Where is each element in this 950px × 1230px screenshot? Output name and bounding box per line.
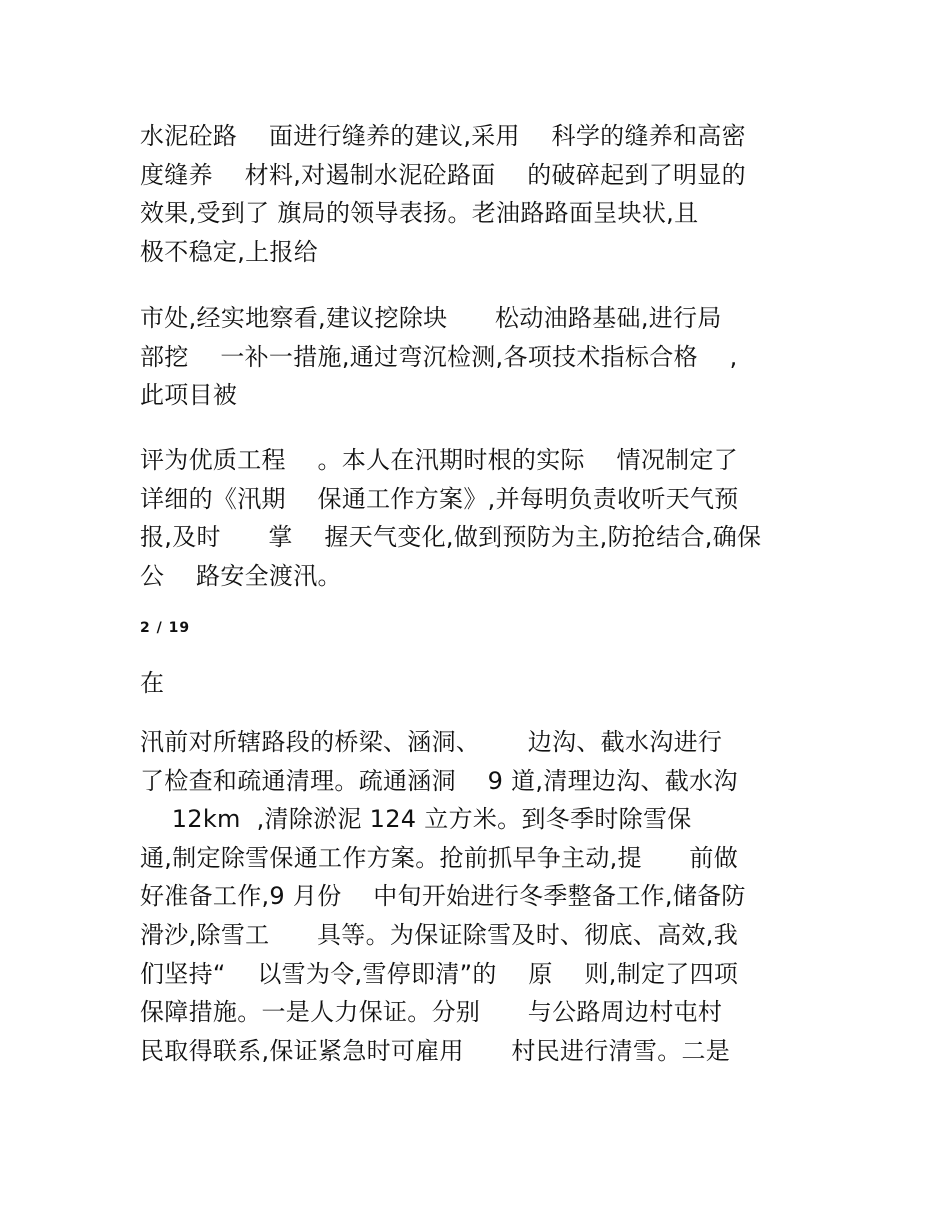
text-line: 汛前对所辖路段的桥梁、涵洞、 边沟、截水沟进行 — [140, 728, 723, 756]
text-line: 民取得联系,保证紧急时可雇用 村民进行清雪。二是 — [140, 1036, 731, 1065]
text-line: 12km ,清除淤泥 124 立方米。到冬季时除雪保 — [140, 805, 692, 834]
page-number: 2 / 19 — [140, 620, 191, 636]
text-line: 效果,受到了 旗局的领导表扬。老油路路面呈块状,且 — [140, 199, 699, 228]
text-line: 评为优质工程 。本人在汛期时根的实际 情况制定了 — [140, 446, 739, 474]
text-line: 此项目被 — [140, 381, 238, 410]
text-line: 通,制定除雪保通工作方案。抢前抓早争主动,提 前做 — [140, 843, 739, 872]
text-line: 了检查和疏通清理。疏通涵洞 9 道,清理边沟、截水沟 — [140, 766, 738, 795]
text-line: 们坚持“ 以雪为令,雪停即清”的 原 则,制定了四项 — [140, 959, 739, 988]
text-line: 极不稳定,上报给 — [140, 237, 319, 266]
text-line: 度缝养 材料,对遏制水泥砼路面 的破碎起到了明显的 — [140, 160, 746, 189]
text-line: 详细的《汛期 保通工作方案》,并每明负责收听天气预 — [140, 484, 739, 513]
paragraph-5 — [140, 723, 746, 1070]
text-line: 在 — [140, 669, 165, 697]
text-line: 保障措施。一是人力保证。分别 与公路周边村屯村 — [140, 998, 723, 1027]
paragraph-3 — [140, 441, 761, 595]
paragraph-1 — [140, 117, 746, 271]
text-line: 滑沙,除雪工 具等。为保证除雪及时、彻底、高效,我 — [140, 920, 739, 949]
text-line: 报,及时 掌 握天气变化,做到预防为主,防抢结合,确保 — [140, 523, 762, 552]
paragraph-4 — [140, 664, 164, 703]
text-line: 市处,经实地察看,建议挖除块 松动油路基础,进行局 — [140, 304, 722, 332]
text-line: 好准备工作,9 月份 中旬开始进行冬季整备工作,储备防 — [140, 882, 746, 911]
text-line: 公 路安全渡汛。 — [140, 561, 342, 590]
paragraph-2 — [140, 299, 738, 415]
text-line: 水泥砼路 面进行缝养的建议,采用 科学的缝养和高密 — [140, 122, 746, 150]
text-line: 部挖 一补一措施,通过弯沉检测,各项技术指标合格 , — [140, 342, 738, 371]
